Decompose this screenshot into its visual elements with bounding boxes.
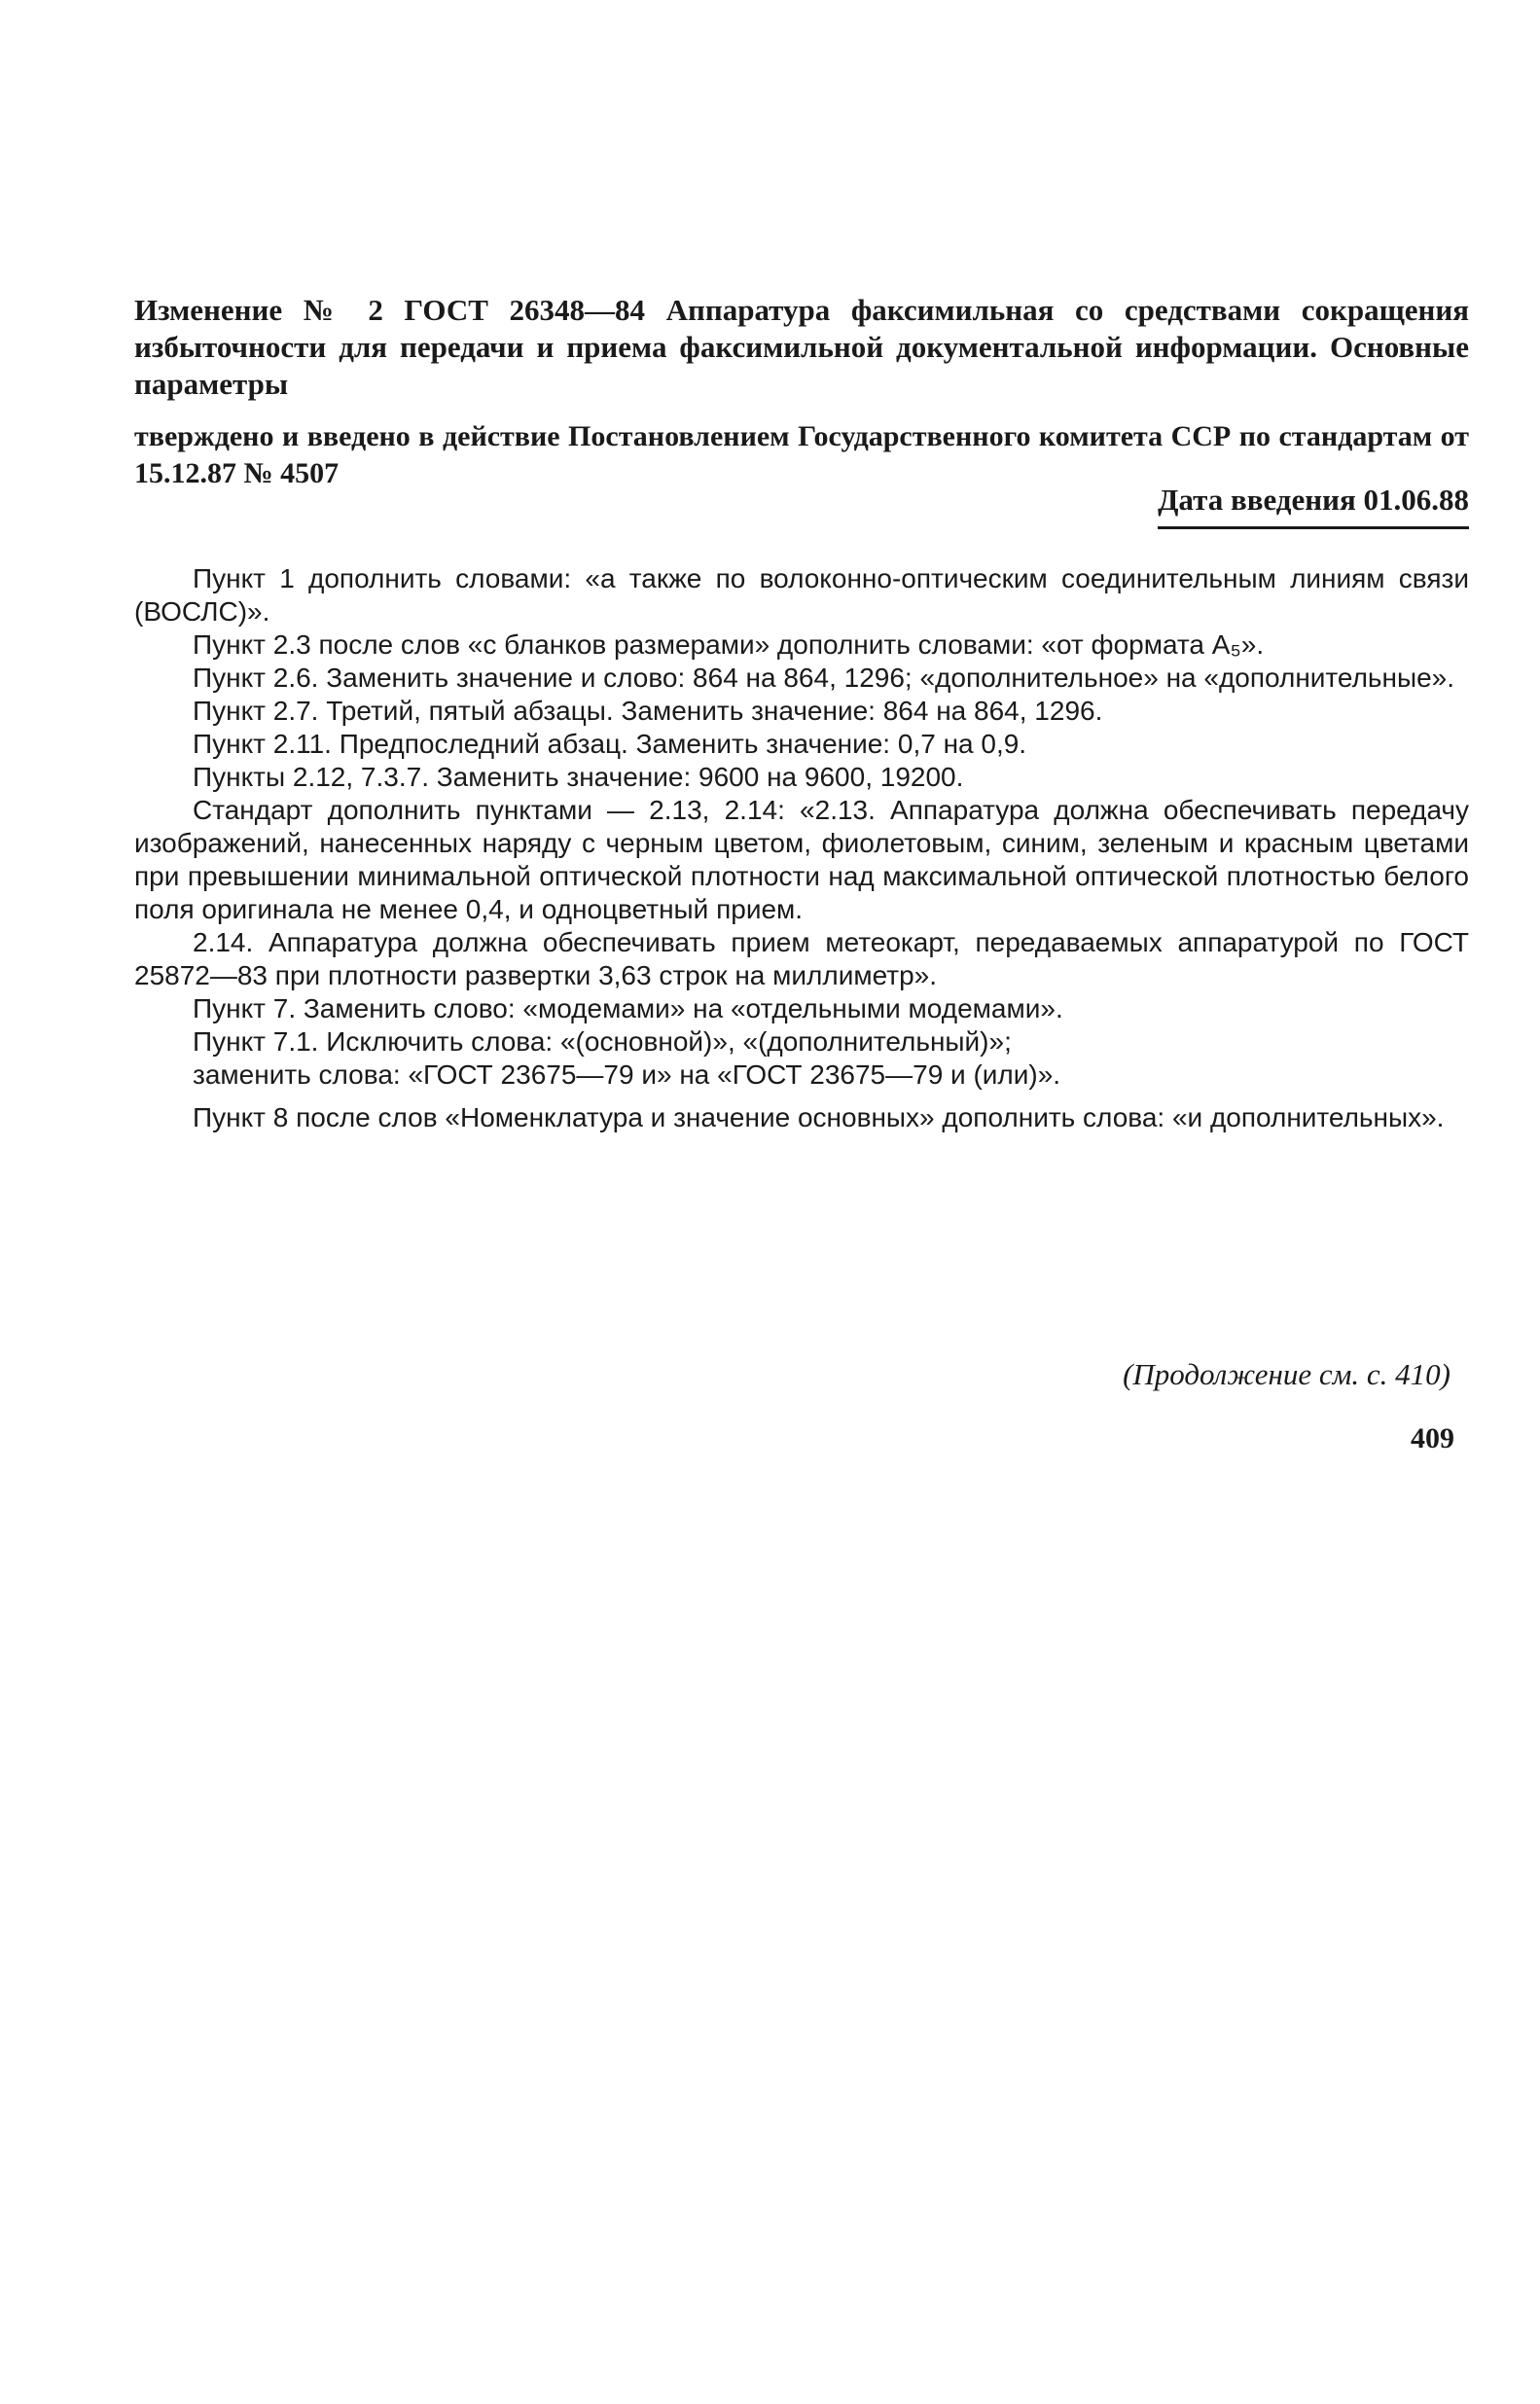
paragraph-item-2-3: Пункт 2.3 после слов «с бланков размерами» дополнить словами: «от формата А₅». <box>193 629 1265 660</box>
paragraph-item-2-6: Пункт 2.6. Заменить значение и слово: 864 на 864, 1296; «дополнительное» на «дополнительные». <box>193 663 1455 693</box>
paragraph-item-8: Пункт 8 после слов «Номенклатура и значение основных» дополнить слова: «и дополнительных». <box>193 1102 1445 1132</box>
effective-date: Дата введения 01.06.88 <box>1158 482 1469 529</box>
continuation-note: (Продолжение см. с. 410) <box>1123 1357 1450 1391</box>
paragraph-item-7: Пункт 7. Заменить слово: «модемами» на «отдельными модемами». <box>193 993 1063 1023</box>
paragraph-item-7-1-cont: заменить слова: «ГОСТ 23675—79 и» на «ГОСТ 23675—79 и (или)». <box>193 1059 1061 1090</box>
paragraph-item-2-14: 2.14. Аппаратура должна обеспечивать прием метеокарт, передаваемых аппаратурой по ГОСТ 25872—83 при плотности развертки 3,63 строк на миллиметр». <box>134 927 1469 990</box>
paragraph-item-7-1: Пункт 7.1. Исключить слова: «(основной)», «(дополнительный)»; <box>193 1026 1012 1057</box>
paragraph-item-2-12: Пункты 2.12, 7.3.7. Заменить значение: 9600 на 9600, 19200. <box>193 762 964 792</box>
amendment-title: Изменение № 2 ГОСТ 26348—84 Аппаратура факсимильная со средствами сокращения избыточности для передачи и приема факсимильной документальной информации. Основные параметры <box>134 293 1469 401</box>
paragraph-item-2-13: Стандарт дополнить пунктами — 2.13, 2.14: «2.13. Аппаратура должна обеспечивать передачу изображений, нанесенных наряду с черным цветом, фиолетовым, синим, зеленым и красным цветами при превышении минимальной оптической плотности над максимальной оптической плотностью белого поля оригинала не менее 0,4, и одноцветный прием. <box>134 795 1469 924</box>
approval-statement: твержденo и введено в действие Постановлением Государственного комитета ССР по стандартам от 15.12.87 № 4507 <box>134 420 1469 489</box>
paragraph-item-1: Пункт 1 дополнить словами: «а также по волоконно-оптическим соединительным линиям связи (ВОСЛС)». <box>134 563 1469 627</box>
paragraph-item-2-7: Пункт 2.7. Третий, пятый абзацы. Заменить значение: 864 на 864, 1296. <box>193 696 1103 726</box>
page-number: 409 <box>1411 1422 1454 1454</box>
amendment-body <box>134 562 1469 1134</box>
paragraph-item-2-11: Пункт 2.11. Предпоследний абзац. Заменить значение: 0,7 на 0,9. <box>193 729 1027 759</box>
